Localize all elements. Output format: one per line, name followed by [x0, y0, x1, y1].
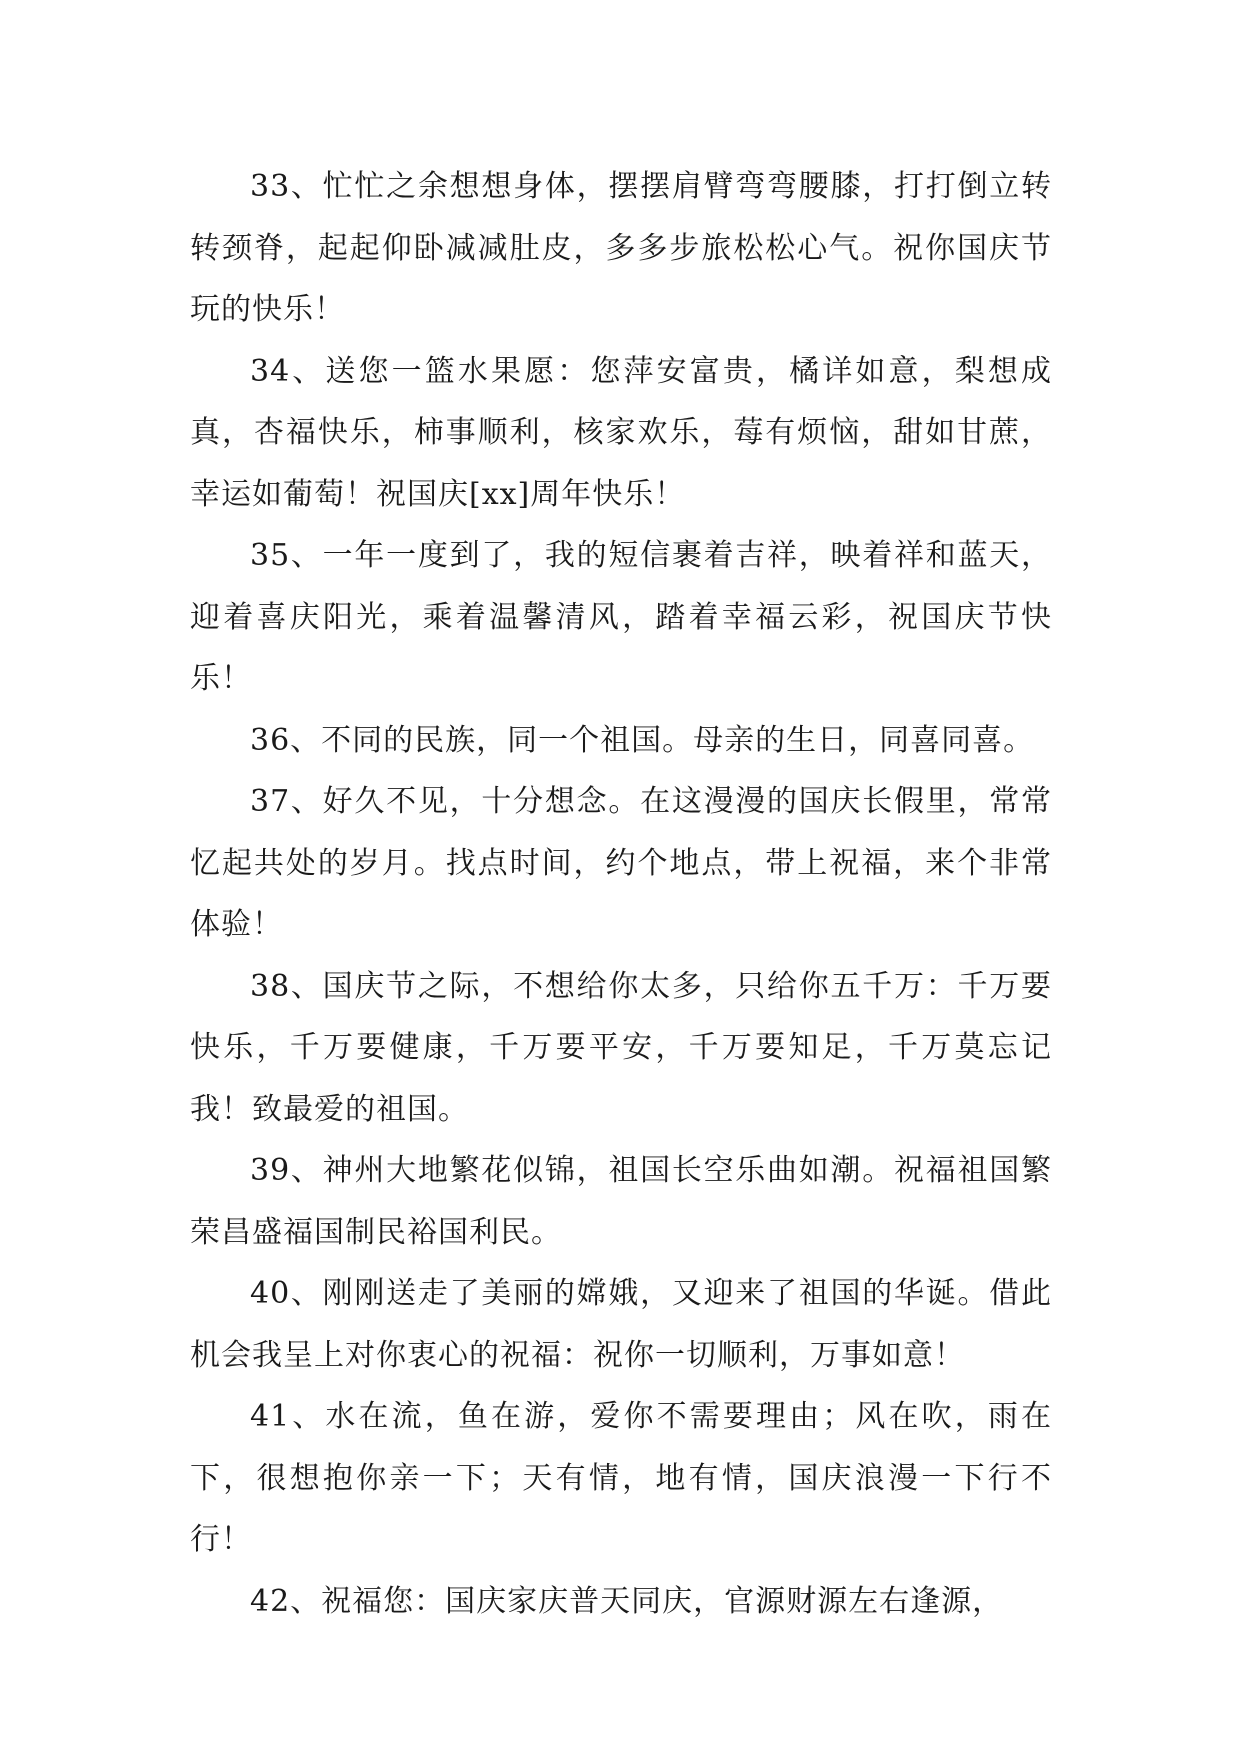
paragraph-33: 33、忙忙之余想想身体，摆摆肩臂弯弯腰膝，打打倒立转转颈脊，起起仰卧减减肚皮，多多步旅松松心气。祝你国庆节玩的快乐！: [190, 169, 1052, 327]
paragraph-42: 42、祝福您：国庆家庆普天同庆，官源财源左右逢源，: [250, 1583, 1004, 1619]
paragraph-38: 38、国庆节之际，不想给你太多，只给你五千万：千万要快乐，千万要健康，千万要平安，千万要知足，千万莫忘记我！致最爱的祖国。: [190, 968, 1052, 1127]
paragraph-37: 37、好久不见，十分想念。在这漫漫的国庆长假里，常常忆起共处的岁月。找点时间，约个地点，带上祝福，来个非常体验！: [190, 784, 1052, 942]
paragraph-34: 34、送您一篮水果愿：您萍安富贵，橘详如意，梨想成真，杏福快乐，柿事顺利，核家欢乐，莓有烦恼，甜如甘蔗，幸运如葡萄！祝国庆[xx]周年快乐！: [190, 353, 1052, 512]
document-body: [190, 156, 1052, 1632]
paragraph-40: 40、刚刚送走了美丽的嫦娥，又迎来了祖国的华诞。借此机会我呈上对你衷心的祝福：祝你一切顺利，万事如意！: [190, 1276, 1052, 1373]
paragraph-41: 41、水在流，鱼在游，爱你不需要理由；风在吹，雨在下，很想抱你亲一下；天有情，地有情，国庆浪漫一下行不行！: [190, 1399, 1052, 1557]
paragraph-35: 35、一年一度到了，我的短信裹着吉祥，映着祥和蓝天，迎着喜庆阳光，乘着温馨清风，踏着幸福云彩，祝国庆节快乐！: [190, 538, 1052, 696]
paragraph-36: 36、不同的民族，同一个祖国。母亲的生日，同喜同喜。: [250, 722, 1035, 758]
paragraph-39: 39、神州大地繁花似锦，祖国长空乐曲如潮。祝福祖国繁荣昌盛福国制民裕国利民。: [190, 1153, 1052, 1250]
